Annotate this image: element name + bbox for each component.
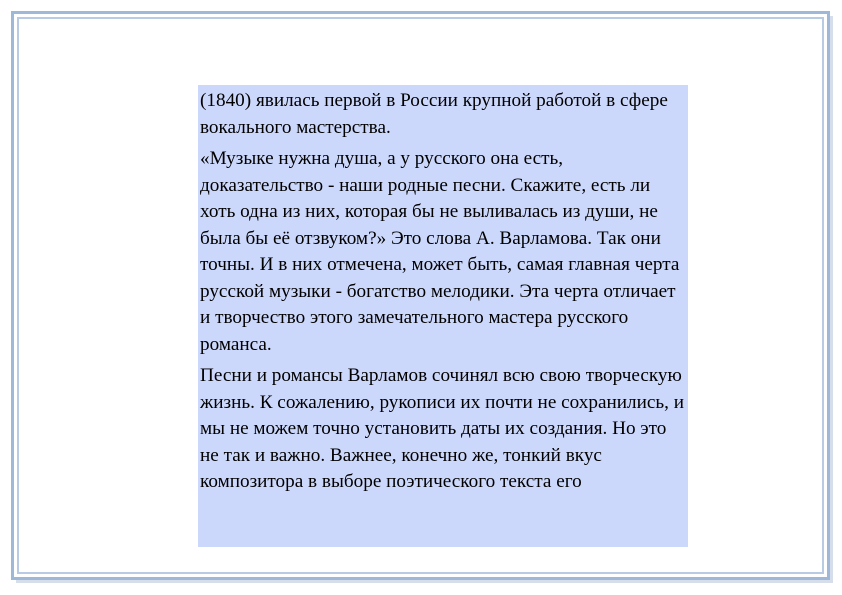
frame-shadow-bottom [16, 580, 833, 583]
paragraph-1: (1840) явилась первой в России крупной работой в сфере вокального мастерства. [200, 90, 668, 138]
frame-shadow-right [830, 16, 833, 583]
paragraph-3: Песни и романсы Варламов сочинял всю свою творческую жизнь. К сожалению, рукописи их почти не сохранились, и мы не можем точно установить даты их создания. Но это не так и важно. Важнее, конечно же, тонкий вкус композитора в выборе поэтического текста его [200, 365, 684, 492]
paragraph-2: «Музыке нужна душа, а у русского она есть, доказательство - наши родные песни. Скажите, есть ли хоть одна из них, которая бы не выливалась из души, не была бы её отзвуком?» Это слова А. Варламова. Так они точны. И в них отмечена, может быть, самая главная черта русской музыки - богатство мелодики. Эта черта отличает и творчество этого замечательного мастера русского романса. [200, 148, 680, 355]
text-box [198, 85, 688, 547]
